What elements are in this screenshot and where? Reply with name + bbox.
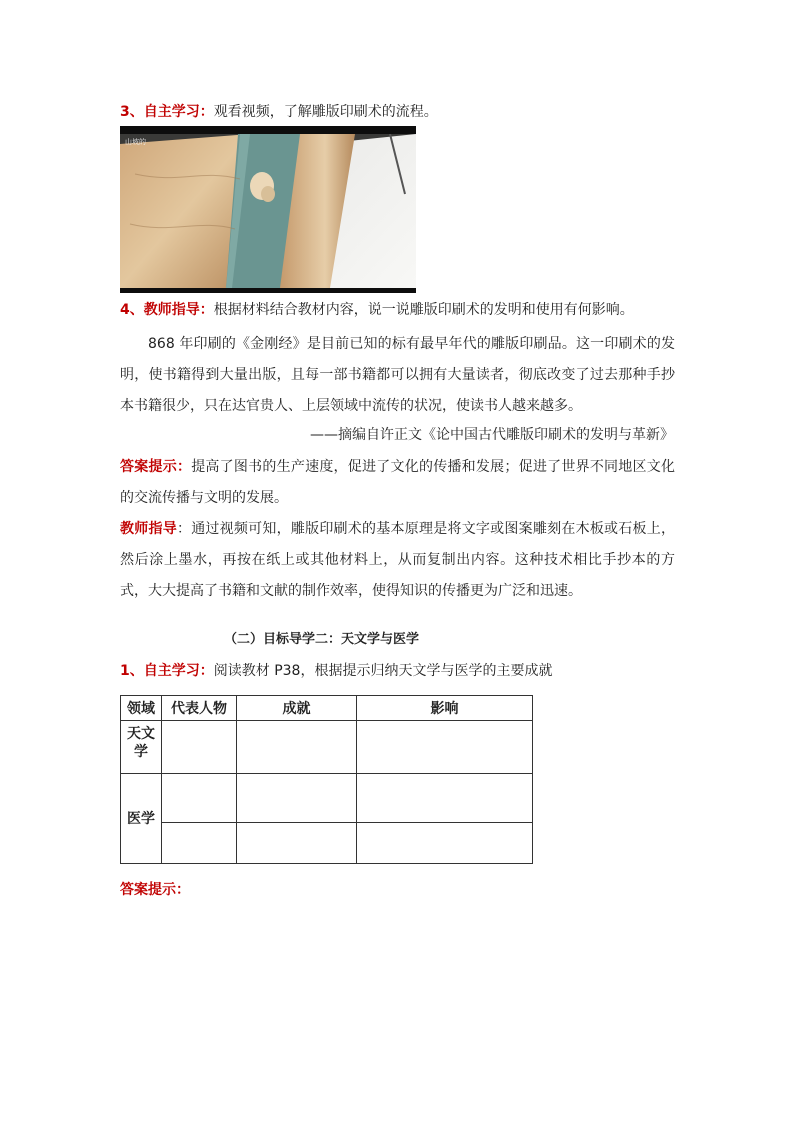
table-cell[interactable] — [357, 774, 533, 823]
table-cell[interactable] — [162, 721, 237, 774]
table-cell[interactable] — [237, 774, 357, 823]
video-player[interactable] — [120, 126, 416, 293]
answer-1-label: 答案提示： — [120, 459, 192, 475]
table-header-row — [121, 696, 533, 721]
task-3-label: 3、自主学习： — [120, 104, 214, 120]
header-figure: 代表人物 — [162, 696, 237, 721]
task-3-line — [120, 102, 438, 122]
table-cell[interactable] — [162, 823, 237, 864]
task-4-line — [120, 300, 634, 320]
task-4-label: 4、教师指导： — [120, 302, 214, 318]
table-cell[interactable] — [357, 823, 533, 864]
teacher-guidance-paragraph — [120, 514, 675, 607]
teacher-guidance-text: ：通过视频可知，雕版印刷术的基本原理是将文字或图案雕刻在木板或石板上，然后涂上墨水，再按在纸上或其他材料上，从而复制出内容。这种技术相比手抄本的方式，大大提高了书籍和文献的制作效率，使得知识的传播更为广泛和迅速。 — [120, 521, 676, 599]
header-influence: 影响 — [357, 696, 533, 721]
teacher-guidance-label: 教师指导 — [120, 521, 177, 537]
table-cell[interactable] — [357, 721, 533, 774]
table-cell[interactable] — [237, 721, 357, 774]
task-4-text: 根据材料结合教材内容，说一说雕版印刷术的发明和使用有何影响。 — [213, 302, 634, 318]
task-1-line — [120, 661, 552, 681]
video-watermark: 山坡的 — [125, 138, 146, 146]
task-3-text: 观看视频，了解雕版印刷术的流程。 — [213, 104, 438, 120]
table-cell[interactable] — [237, 823, 357, 864]
video-frame-image — [120, 134, 416, 288]
quote-source: ——摘编自许正文《论中国古代雕版印刷术的发明与革新》 — [310, 427, 674, 443]
header-field: 领域 — [121, 696, 162, 721]
answer-2-label: 答案提示： — [120, 882, 190, 898]
task-1-text: 阅读教材 P38，根据提示归纳天文学与医学的主要成就 — [213, 663, 553, 679]
achievements-table — [120, 695, 533, 864]
table-cell[interactable] — [162, 774, 237, 823]
quote-paragraph: 868 年印刷的《金刚经》是目前已知的标有最早年代的雕版印刷品。这一印刷术的发明，使书籍得到大量出版，且每一部书籍都可以拥有大量读者，彻底改变了过去那种手抄本书籍很少，只在达官贵人、上层领域中流传的状况，使读书人越来越多。 — [120, 336, 675, 414]
answer-1-paragraph — [120, 452, 675, 514]
table-row-medicine-1 — [121, 774, 533, 823]
section-heading: （二）目标导学二：天文学与医学 — [224, 632, 420, 647]
cell-medicine: 医学 — [121, 774, 162, 864]
header-achievement: 成就 — [237, 696, 357, 721]
table-row-medicine-2 — [121, 823, 533, 864]
task-1-label: 1、自主学习： — [120, 663, 214, 679]
cell-astronomy: 天文学 — [121, 721, 162, 774]
answer-1-text: 提高了图书的生产速度，促进了文化的传播和发展；促进了世界不同地区文化的交流传播与文明的发展。 — [120, 459, 676, 506]
table-row-astronomy — [121, 721, 533, 774]
video-frame — [120, 134, 416, 288]
